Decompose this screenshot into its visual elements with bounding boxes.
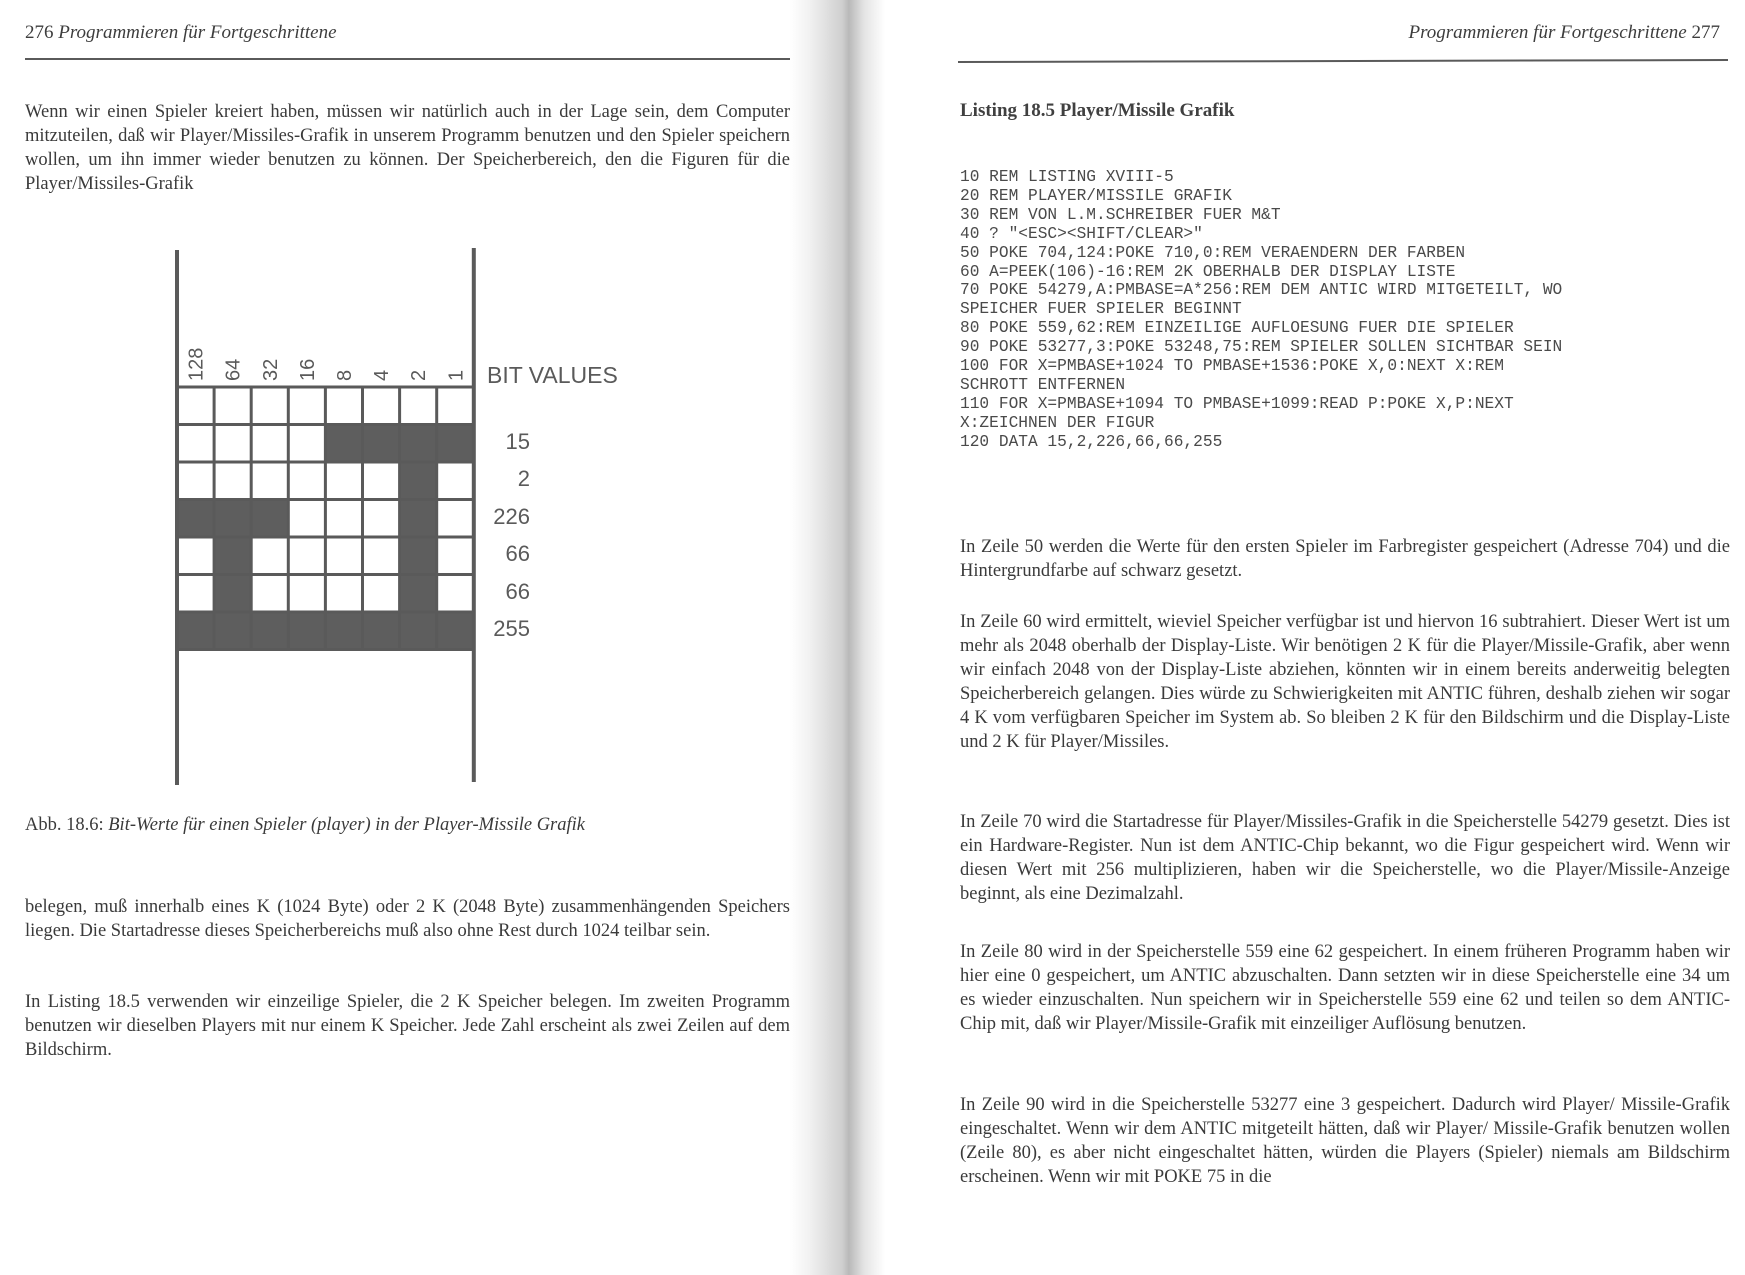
- code-line: SCHROTT ENTFERNEN: [960, 375, 1126, 394]
- paragraph: In Listing 18.5 verwenden wir einzeilige Spieler, die 2 K Speicher belegen. Im zweiten Programm benutzen wir dieselben Players mit nur einem K Speicher. Jede Zahl erscheint als zwei Zeilen auf dem Bildschirm.: [25, 992, 790, 1060]
- row-value: 226: [493, 503, 530, 529]
- bit-label: 16: [296, 358, 319, 381]
- grid-cell-filled: [251, 612, 289, 650]
- code-line: 120 DATA 15,2,226,66,66,255: [960, 432, 1223, 451]
- bit-values-title: BIT VALUES: [487, 362, 618, 388]
- running-title: Programmieren für Fortgeschrittene: [1408, 22, 1687, 43]
- header-rule: [958, 59, 1728, 63]
- code-line: 10 REM LISTING XVIII-5: [960, 168, 1174, 186]
- caption-text: Bit-Werte für einen Spieler (player) in der Player-Missile Grafik: [108, 815, 585, 835]
- row-value: 66: [505, 541, 530, 566]
- code-line: 80 POKE 559,62:REM EINZEILIGE AUFLOESUNG FUER DIE SPIELER: [960, 319, 1514, 338]
- grid-cell-filled: [400, 462, 438, 500]
- paragraph: In Zeile 60 wird ermittelt, wieviel Speicher verfügbar ist und hiervon 16 subtrahiert. Dieser Wert ist um mehr als 2048 oberhalb der Display-Liste. Wir benötigen 2 K für die Player/Missile-Grafik, aber wenn wir einfach 2048 von der Display-Liste abziehen, könnten wir in einem bereits anderweitig belegten Speicherbereich gelangen. Dies würde zu Schwierigkeiten mit ANTIC führen, deshalb ziehen wir sogar 4 K vom verfügbaren Speicher im System ab. So bleiben 2 K für den Bildschirm und die Display-Liste und 2 K für Player/Missiles.: [960, 612, 1730, 752]
- row-value: 255: [493, 616, 530, 641]
- page-number: 276: [25, 22, 54, 43]
- grid-cell-filled: [214, 612, 252, 650]
- paragraph: In Zeile 90 wird in die Speicherstelle 53277 eine 3 gespeichert. Dadurch wird Player/ Missile-Grafik eingeschaltet. Wenn wir dem ANTIC mitgeteilt hätten, daß wir Player/ Missile-Grafik benutzen wollen (Zeile 80), es aber nicht eingeschaltet hätten, würden die Players (Spieler) niemals am Bildschirm erscheinen. Wenn wir mit POKE 75 in die: [960, 1095, 1730, 1187]
- paragraph: Wenn wir einen Spieler kreiert haben, müssen wir natürlich auch in der Lage sein, dem Computer mitzuteilen, daß wir Player/Missiles-Grafik in unserem Programm benutzen und den Spieler speichern wollen, um ihn immer wieder benutzen zu können. Der Speicherbereich, den die Figuren für die Player/Missiles-Grafik: [25, 102, 790, 194]
- bit-label: 1: [445, 369, 468, 381]
- grid-cell-filled: [214, 575, 252, 613]
- running-head-right: [1408, 22, 1720, 44]
- code-line: 110 FOR X=PMBASE+1094 TO PMBASE+1099:READ P:POKE X,P:NEXT: [960, 394, 1514, 413]
- caption-label: Abb. 18.6:: [25, 815, 104, 835]
- grid-cell-filled: [363, 612, 401, 650]
- listing-title: Listing 18.5 Player/Missile Grafik: [960, 100, 1235, 121]
- right-page: [870, 0, 1745, 1275]
- code-line: SPEICHER FUER SPIELER BEGINNT: [960, 300, 1242, 319]
- grid-cell-filled: [363, 425, 401, 463]
- row-value: 66: [505, 578, 530, 604]
- grid-cell-filled: [251, 500, 289, 538]
- grid-cell-filled: [400, 575, 438, 613]
- bit-label: 4: [371, 369, 394, 381]
- code-line: 100 FOR X=PMBASE+1024 TO PMBASE+1536:POKE X,0:NEXT X:REM: [960, 357, 1504, 376]
- code-line: 20 REM PLAYER/MISSILE GRAFIK: [960, 186, 1232, 205]
- bit-label: 64: [222, 358, 245, 381]
- paragraph: belegen, muß innerhalb eines K (1024 Byte) oder 2 K (2048 Byte) zusammenhängenden Speichers liegen. Die Startadresse dieses Speicherbereichs muß also ohne Rest durch 1024 teilbar sein.: [25, 897, 790, 941]
- grid-cell-filled: [437, 612, 475, 650]
- bit-label: 32: [259, 358, 282, 381]
- paragraph: In Zeile 70 wird die Startadresse für Player/Missiles-Grafik in die Speicherstelle 54279 gesetzt. Dies ist ein Hardware-Register. Nun ist dem ANTIC-Chip bekannt, wo die Figur gespeichert wird. Wenn wir diesen Wert mit 256 multiplizieren, haben wir die Speicherstelle, wo die Player/Missile-Anzeige beginnt, als eine Dezimalzahl.: [960, 812, 1730, 904]
- grid-cell-filled: [214, 537, 252, 575]
- grid-cell-filled: [325, 425, 363, 463]
- bit-label: 128: [185, 347, 208, 381]
- grid-cell-filled: [177, 500, 215, 538]
- grid-cell-filled: [400, 500, 438, 538]
- grid-cell-filled: [177, 612, 215, 650]
- grid-cell-filled: [325, 612, 363, 650]
- bit-grid: [0, 0, 800, 800]
- code-line: 30 REM VON L.M.SCHREIBER FUER M&T: [960, 205, 1281, 224]
- row-value: 15: [505, 428, 530, 454]
- grid-cell-filled: [400, 425, 438, 463]
- code-line: X:ZEICHNEN DER FIGUR: [960, 413, 1155, 432]
- running-title: Programmieren für Fortgeschrittene: [58, 22, 337, 43]
- code-listing: [960, 168, 1562, 452]
- paragraph: In Zeile 50 werden die Werte für den ersten Spieler im Farbregister gespeichert (Adresse 704) und die Hintergrundfarbe auf schwarz gesetzt.: [960, 537, 1730, 581]
- code-line: 60 A=PEEK(106)-16:REM 2K OBERHALB DER DISPLAY LISTE: [960, 262, 1456, 281]
- page-number: 277: [1691, 22, 1720, 43]
- code-line: 40 ? "<ESC><SHIFT/CLEAR>": [960, 224, 1203, 243]
- code-line: 50 POKE 704,124:POKE 710,0:REM VERAENDERN DER FARBEN: [960, 243, 1466, 262]
- code-line: 90 POKE 53277,3:POKE 53248,75:REM SPIELER SOLLEN SICHTBAR SEIN: [960, 338, 1563, 357]
- paragraph: In Zeile 80 wird in der Speicherstelle 559 eine 62 gespeichert. In einem früheren Programm haben wir hier eine 0 gespeichert, um ANTIC abzuschalten. Dann setzten wir in diese Speicherstelle eine 34 um es wieder einzuschalten. Nun speichern wir in Speicherstelle 559 eine 62 und teilen so dem ANTIC-Chip mit, daß wir Player/Missile-Grafik mit einzeiliger Auflösung benutzen.: [960, 942, 1730, 1034]
- code-line: 70 POKE 54279,A:PMBASE=A*256:REM DEM ANTIC WIRD MITGETEILT, WO: [960, 281, 1563, 300]
- figure-caption: [25, 815, 585, 836]
- grid-cell-filled: [288, 612, 326, 650]
- row-value: 2: [517, 466, 530, 491]
- grid-cell-filled: [214, 500, 252, 538]
- grid-cell-filled: [400, 612, 438, 650]
- grid-cell-filled: [437, 425, 475, 463]
- bit-label: 2: [408, 369, 431, 381]
- bit-values-figure: [0, 0, 800, 800]
- bit-label: 8: [333, 369, 356, 381]
- grid-cell-filled: [400, 537, 438, 575]
- left-page: [0, 0, 800, 1275]
